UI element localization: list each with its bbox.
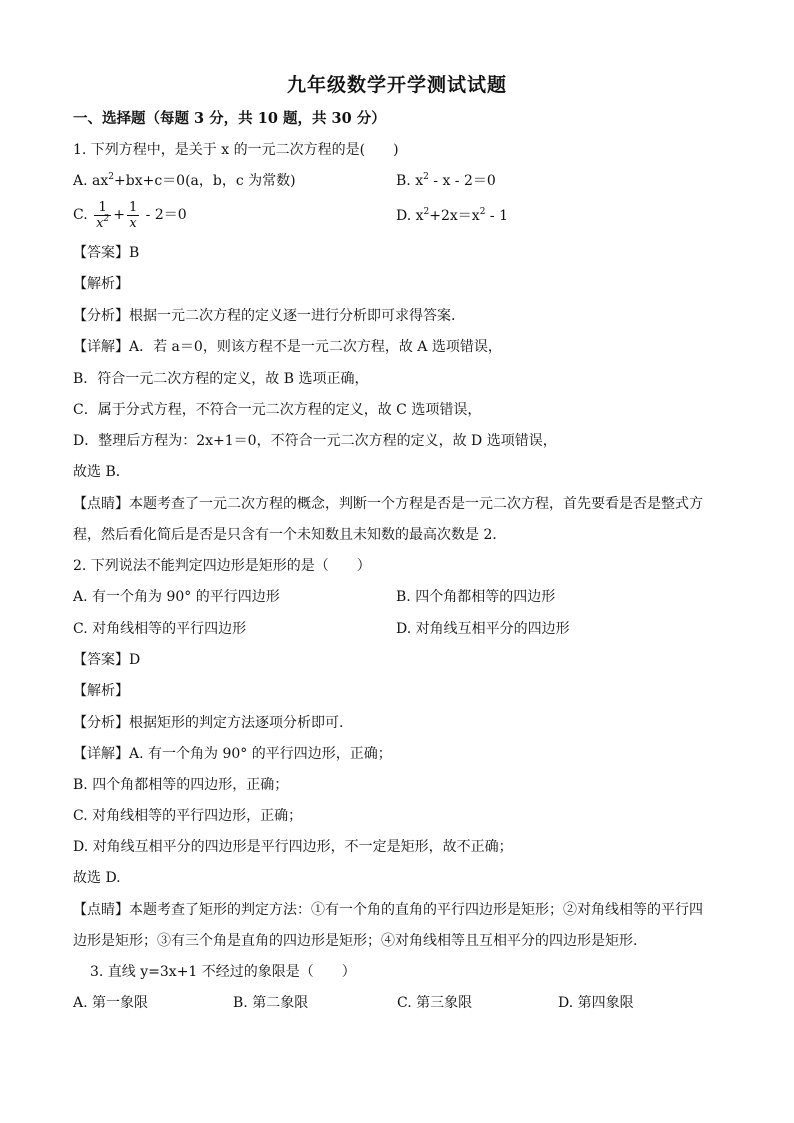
q1-answer: 【答案】B	[73, 245, 140, 261]
q2-detail-c: C. 对角线相等的平行四边形，正确；	[73, 808, 303, 824]
q2-detail-a: 【详解】A. 有一个角为 90° 的平行四边形，正确；	[73, 746, 392, 762]
q1-option-d-sup1: 2	[423, 207, 430, 217]
q1-detail-c: C．属于分式方程，不符合一元二次方程的定义，故 C 选项错误，	[73, 402, 482, 418]
fraction-1-numerator: 1	[94, 200, 111, 216]
q1-analysis-heading: 【解析】	[73, 276, 129, 292]
q1-choose: 故选 B．	[73, 464, 130, 480]
q1-option-a-text2: +bx+c＝0(a，b，c 为常数)	[114, 173, 296, 189]
q2-comment-line-2: 边形是矩形；③有三个角是直角的四边形是矩形；④对角线相等且互相平分的四边形是矩形.	[73, 933, 638, 949]
q2-option-d: D. 对角线互相平分的四边形	[396, 621, 570, 637]
q1-option-c-plus: +	[113, 207, 125, 223]
fraction-2-denominator: x	[129, 215, 137, 231]
q3-stem: 3. 直线 y=3x+1 不经过的象限是（ ）	[90, 964, 356, 980]
q3-option-a: A. 第一象限	[73, 995, 149, 1011]
q2-option-b: B. 四个角都相等的四边形	[396, 589, 556, 605]
q1-option-b-sup: 2	[423, 172, 429, 182]
q1-option-d-text3: - 1	[485, 208, 508, 224]
q2-analysis: 【分析】根据矩形的判定方法逐项分析即可.	[73, 715, 344, 731]
q1-option-c-fraction-2	[127, 200, 139, 231]
q1-comment-line-2: 程，然后看化简后是否是只含有一个未知数且未知数的最高次数是 2．	[73, 527, 507, 543]
q1-option-d	[396, 207, 508, 225]
q3-option-b: B. 第二象限	[233, 995, 309, 1011]
q1-option-b-text2: - x - 2＝0	[428, 173, 496, 189]
q1-option-c-label: C.	[73, 207, 93, 223]
q1-option-a-sup: 2	[108, 172, 114, 182]
q1-option-d-sup2: 2	[479, 207, 486, 217]
q2-choose: 故选 D.	[73, 870, 121, 886]
q1-option-c	[73, 198, 187, 232]
q2-option-c: C. 对角线相等的平行四边形	[73, 621, 247, 637]
q1-comment-line-1: 【点睛】本题考查了一元二次方程的概念，判断一个方程是否是一元二次方程，首先要看是否是整式方	[73, 496, 703, 512]
q1-option-d-text2: +2x＝x	[429, 208, 480, 224]
q1-analysis: 【分析】根据一元二次方程的定义逐一进行分析即可求得答案.	[73, 308, 456, 324]
q1-option-d-text: D. x	[396, 208, 424, 224]
q2-answer: 【答案】D	[73, 652, 141, 668]
q3-option-c: C. 第三象限	[397, 995, 473, 1011]
q2-stem: 2. 下列说法不能判定四边形是矩形的是（ ）	[73, 558, 371, 574]
fraction-1-denominator-base: x	[96, 215, 104, 231]
q1-option-b-text: B. x	[396, 173, 424, 189]
q1-stem: 1. 下列方程中，是关于 x 的一元二次方程的是( )	[73, 142, 399, 158]
q1-detail-a: 【详解】A．若 a＝0，则该方程不是一元二次方程，故 A 选项错误，	[73, 339, 502, 355]
q2-option-a: A. 有一个角为 90° 的平行四边形	[73, 589, 280, 605]
q2-detail-b: B. 四个角都相等的四边形，正确；	[73, 777, 289, 793]
q2-comment-line-1: 【点睛】本题考查了矩形的判定方法：①有一个角的直角的平行四边形是矩形；②对角线相等的平行四	[73, 902, 703, 918]
q2-detail-d: D. 对角线互相平分的四边形是平行四边形，不一定是矩形，故不正确；	[73, 839, 513, 855]
q3-option-d: D. 第四象限	[558, 995, 634, 1011]
fraction-1-denominator	[94, 213, 111, 231]
fraction-1-denominator-sup: 2	[103, 213, 110, 224]
q1-detail-d: D．整理后方程为：2x+1＝0，不符合一元二次方程的定义，故 D 选项错误，	[73, 433, 557, 449]
q1-option-a-text: A. ax	[73, 173, 109, 189]
section-heading: 一、选择题（每题 3 分，共 10 题，共 30 分）	[73, 110, 386, 127]
page-title: 九年级数学开学测试试题	[286, 74, 507, 96]
q1-option-a	[73, 172, 296, 190]
q1-option-c-fraction-1	[94, 200, 111, 231]
q1-option-c-text: - 2＝0	[141, 207, 187, 223]
fraction-2-numerator: 1	[128, 199, 138, 215]
q2-analysis-heading: 【解析】	[73, 683, 129, 699]
q1-detail-b: B．符合一元二次方程的定义，故 B 选项正确，	[73, 371, 369, 387]
q1-option-b	[396, 172, 496, 190]
